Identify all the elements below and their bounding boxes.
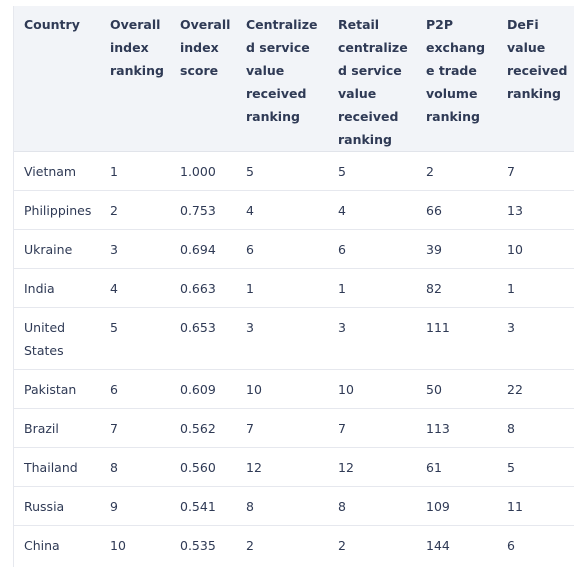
cell-centralized-ranking: 5 <box>236 152 328 191</box>
cell-centralized-ranking: 3 <box>236 308 328 370</box>
header-defi-ranking: DeFi value received ranking <box>497 6 574 152</box>
cell-index-ranking: 4 <box>100 269 170 308</box>
cell-index-ranking: 7 <box>100 409 170 448</box>
cell-index-score: 0.653 <box>170 308 236 370</box>
cell-index-score: 0.609 <box>170 370 236 409</box>
table-row <box>14 230 574 269</box>
cell-p2p-ranking: 61 <box>416 448 497 487</box>
header-centralized-service-ranking: Centralized service value received ranking <box>236 6 328 152</box>
cell-country: United States <box>14 308 100 370</box>
header-retail-centralized-ranking: Retail centralized service value received ranking <box>328 6 416 152</box>
table-body <box>14 152 574 565</box>
cell-defi-ranking: 8 <box>497 409 574 448</box>
cell-retail-ranking: 12 <box>328 448 416 487</box>
header-country: Country <box>14 6 100 152</box>
cell-retail-ranking: 2 <box>338 538 346 553</box>
cell-index-score: 0.541 <box>170 487 236 526</box>
cell-centralized-ranking: 6 <box>236 230 328 269</box>
cell-retail-ranking: 6 <box>328 230 416 269</box>
header-row <box>14 6 574 152</box>
cell-retail-ranking: 7 <box>328 409 416 448</box>
cell-retail-ranking: 4 <box>328 191 416 230</box>
header-overall-index-score: Overall index score <box>170 6 236 152</box>
cell-centralized-ranking: 10 <box>236 370 328 409</box>
cell-p2p-ranking: 2 <box>416 152 497 191</box>
cell-index-ranking: 6 <box>100 370 170 409</box>
cell-index-ranking: 10 <box>110 538 126 553</box>
table-row <box>14 448 574 487</box>
table-row <box>14 487 574 526</box>
cell-centralized-ranking: 4 <box>236 191 328 230</box>
cell-index-ranking: 2 <box>100 191 170 230</box>
table-row <box>14 370 574 409</box>
cell-p2p-ranking: 82 <box>416 269 497 308</box>
cell-p2p-ranking: 66 <box>416 191 497 230</box>
cell-country: China <box>24 538 60 553</box>
table-header <box>14 6 574 152</box>
cell-centralized-ranking: 8 <box>236 487 328 526</box>
cell-index-score: 0.560 <box>170 448 236 487</box>
cell-index-ranking: 3 <box>100 230 170 269</box>
cell-p2p-ranking: 111 <box>416 308 497 370</box>
cell-index-score: 0.753 <box>170 191 236 230</box>
cell-country: India <box>14 269 100 308</box>
cell-retail-ranking: 1 <box>328 269 416 308</box>
cell-defi-ranking: 7 <box>497 152 574 191</box>
table-row <box>14 526 574 565</box>
cell-centralized-ranking: 12 <box>236 448 328 487</box>
cell-p2p-ranking: 109 <box>416 487 497 526</box>
rankings-table-container <box>13 6 568 567</box>
cell-country: Russia <box>14 487 100 526</box>
cell-index-ranking: 8 <box>100 448 170 487</box>
cell-retail-ranking: 10 <box>328 370 416 409</box>
cell-defi-ranking: 10 <box>497 230 574 269</box>
cell-defi-ranking: 3 <box>497 308 574 370</box>
cell-index-score: 0.535 <box>180 538 216 553</box>
table-row <box>14 269 574 308</box>
cell-index-score: 0.694 <box>170 230 236 269</box>
cell-country: Vietnam <box>14 152 100 191</box>
cell-p2p-ranking: 50 <box>416 370 497 409</box>
cell-country: Philippines <box>14 191 100 230</box>
cell-country: Brazil <box>14 409 100 448</box>
cell-index-ranking: 9 <box>100 487 170 526</box>
cell-index-score: 0.562 <box>170 409 236 448</box>
header-p2p-volume-ranking: P2P exchange trade volume ranking <box>416 6 497 152</box>
table-row <box>14 409 574 448</box>
cell-defi-ranking: 5 <box>497 448 574 487</box>
cell-country: Pakistan <box>14 370 100 409</box>
cell-index-ranking: 5 <box>100 308 170 370</box>
table-row <box>14 308 574 370</box>
cell-index-ranking: 1 <box>100 152 170 191</box>
cell-defi-ranking: 1 <box>497 269 574 308</box>
country-rankings-table <box>14 6 574 564</box>
cell-defi-ranking: 6 <box>507 538 515 553</box>
cell-retail-ranking: 8 <box>328 487 416 526</box>
cell-index-score: 1.000 <box>170 152 236 191</box>
table-row <box>14 152 574 191</box>
header-overall-index-ranking: Overall index ranking <box>100 6 170 152</box>
cell-country: Ukraine <box>14 230 100 269</box>
cell-defi-ranking: 11 <box>497 487 574 526</box>
cell-retail-ranking: 3 <box>328 308 416 370</box>
cell-country: Thailand <box>14 448 100 487</box>
cell-defi-ranking: 22 <box>497 370 574 409</box>
cell-defi-ranking: 13 <box>497 191 574 230</box>
cell-p2p-ranking: 144 <box>426 538 450 553</box>
cell-centralized-ranking: 7 <box>236 409 328 448</box>
table-row <box>14 191 574 230</box>
cell-index-score: 0.663 <box>170 269 236 308</box>
cell-retail-ranking: 5 <box>328 152 416 191</box>
cell-centralized-ranking: 1 <box>236 269 328 308</box>
cell-p2p-ranking: 39 <box>416 230 497 269</box>
cell-p2p-ranking: 113 <box>416 409 497 448</box>
cell-centralized-ranking: 2 <box>246 538 254 553</box>
